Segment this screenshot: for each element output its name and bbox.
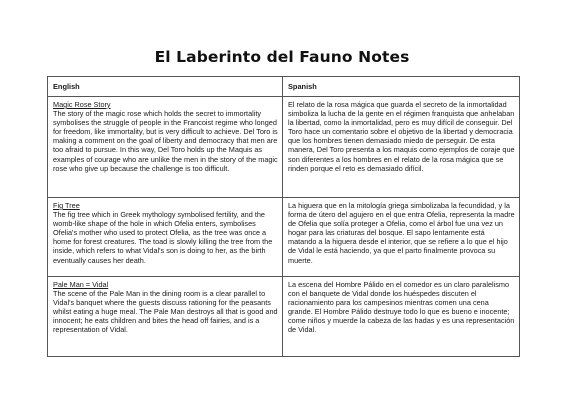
table-row [48,277,520,357]
english-text: The scene of the Pale Man in the dining room is a clear parallel to Vidal's banquet where the guests discuss rationing for the peasants whilst eating a huge meal. The Pale Man destroys all that is good and innocent; he eats children and bites the head off fairies, and is a representation of Vidal. [53,289,278,335]
notes-table [47,76,520,357]
spanish-text: La higuera que en la mitología griega simbolizaba la fecundidad, y la forma de útero del agujero en el que entra Ofelia, representa la madre de Ofelia que solía proteger a Ofelia, como el árbol fue una vez un hogar para las criaturas del bosque. El sapo lentamente está matando a la higuera desde el interior, que se refiere a lo que el hijo de Vidal le está haciendo, ya que el parto finalmente provoca su muerte. [288,201,515,265]
page-title: El Laberinto del Fauno Notes [154,48,410,66]
spanish-cell [283,97,520,198]
spanish-cell [283,277,520,357]
topic-heading: Pale Man = Vidal [53,280,109,289]
column-header-english: English [48,77,283,97]
topic-heading: Fig Tree [53,201,80,210]
table-header-row [48,77,520,97]
english-text: The fig tree which in Greek mythology symbolised fertility, and the womb-like shape of the hole in which Ofelia enters, symbolises Ofelia's mother who used to protect Ofelia, as the tree was once a home for forest creatures. The toad is slowly killing the tree from the inside, which refers to what Vidal's son is doing to her, as the birth eventually causes her death. [53,210,273,265]
english-cell [48,198,283,277]
topic-heading: Magic Rose Story [53,100,111,109]
english-cell [48,277,283,357]
table-row [48,198,520,277]
spanish-cell [283,198,520,277]
spanish-text: La escena del Hombre Pálido en el comedor es un claro paralelismo con el banquete de Vidal donde los huéspedes discuten el racionamiento para los campesinos mientras comen una cena grande. El Hombre Pálido destruye todo lo que es bueno e inocente; come niños y muerde la cabeza de las hadas y es una representación de Vidal. [288,280,515,335]
table-row [48,97,520,198]
english-text: The story of the magic rose which holds the secret to immortality symbolises the struggle of people in the Francoist regime who longed for freedom, like immortality, but is very difficult to achieve. Del Toro is making a comment on the goal of liberty and democracy that men are too afraid to pursue. In this way, Del Toro holds up the Maquis as examples of courage who are unlike the men in the story of the magic rose who give up because the challenge is too difficult. [53,109,278,173]
english-cell [48,97,283,198]
column-header-spanish: Spanish [283,77,520,97]
spanish-text: El relato de la rosa mágica que guarda el secreto de la inmortalidad simboliza la lucha de la gente en el régimen franquista que anhelaban la libertad, como la inmortalidad, pero es muy difícil de conseguir. Del Toro hace un comentario sobre el objetivo de la libertad y democracia que los hombres tienen demasiado miedo de perseguir. De esta manera, Del Toro presenta a los maquis como ejemplos de coraje que son diferentes a los hombres en el relato de la rosa mágica que se rinden porque el reto es demasiado difícil. [288,100,515,173]
